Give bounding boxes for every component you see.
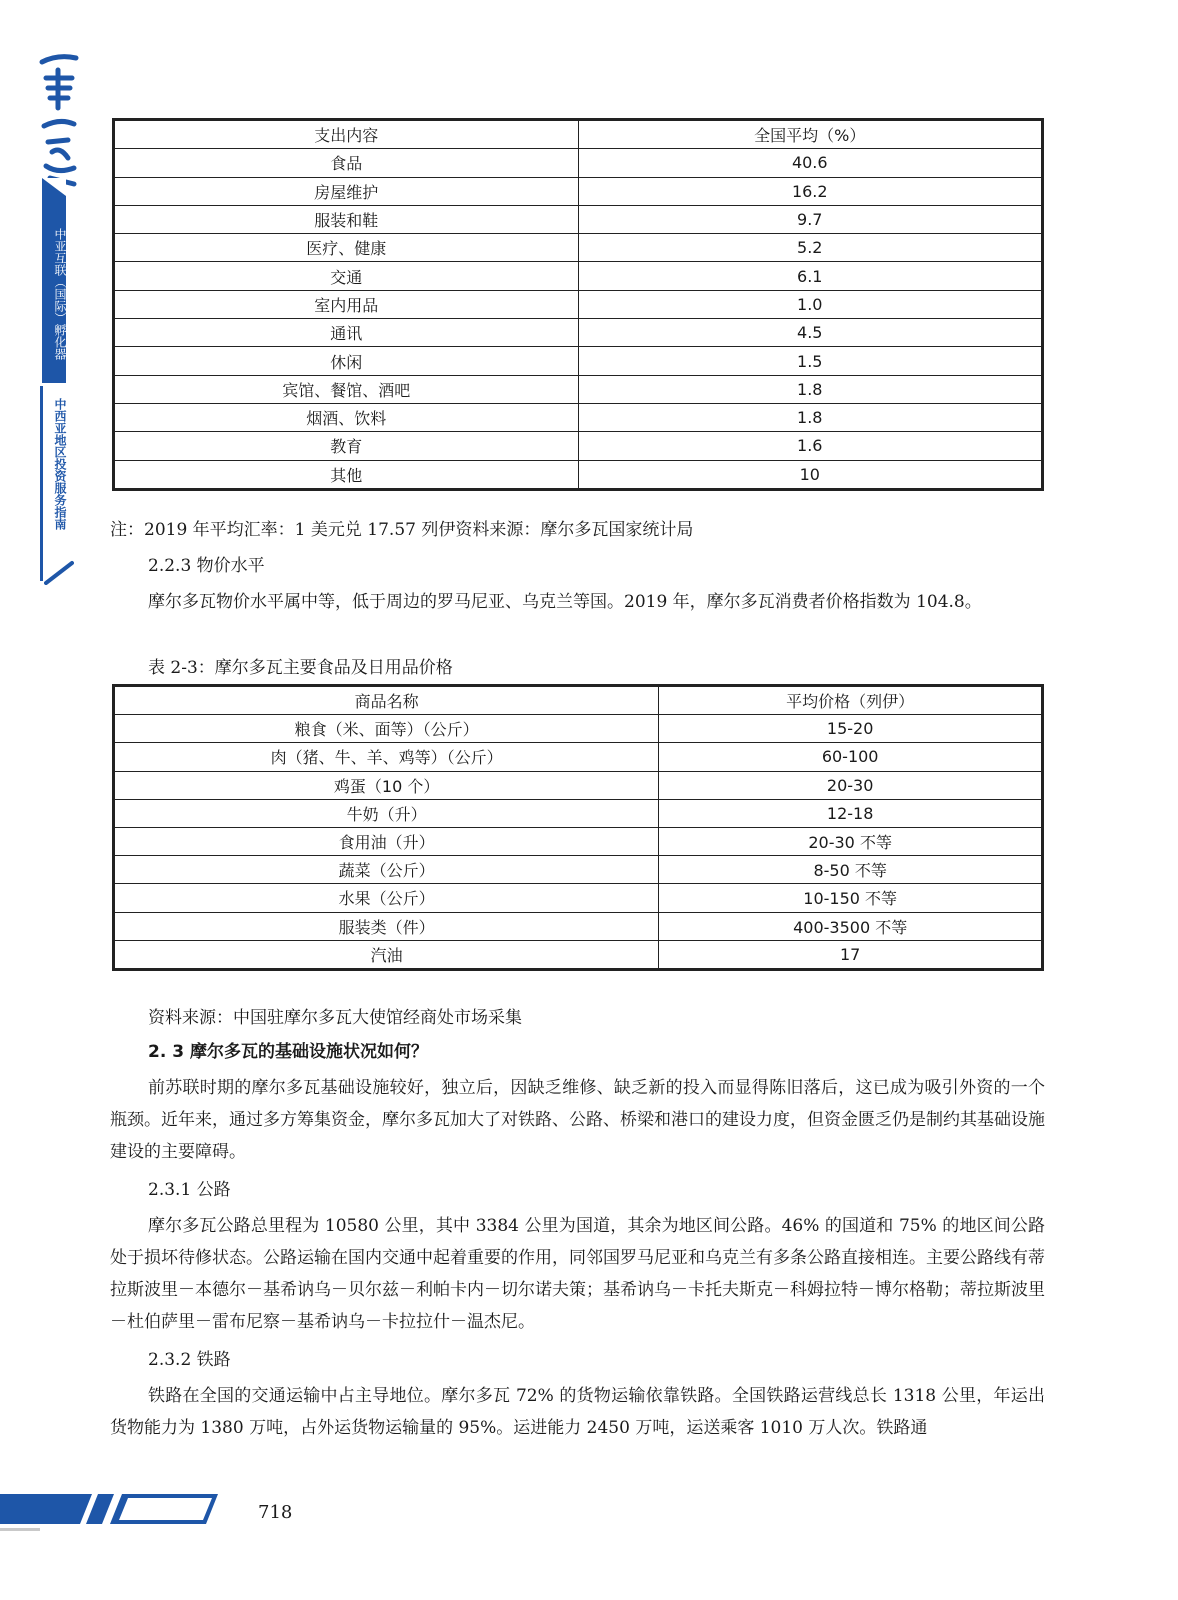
table-row	[114, 912, 1043, 940]
table-row	[114, 205, 1043, 233]
table-cell-value: 16.2	[578, 177, 1043, 205]
heading-2-3-2: 2.3.2 铁路	[148, 1350, 231, 1370]
table-header-row	[114, 686, 1043, 715]
table-cell-value: 1.5	[578, 347, 1043, 375]
table-cell-value: 60-100	[659, 743, 1043, 771]
sidebar-divider	[40, 386, 43, 581]
table-cell-item: 交通	[114, 262, 579, 290]
table-row	[114, 940, 1043, 969]
table-cell-item: 汽油	[114, 940, 659, 969]
table-cell-item: 医疗、健康	[114, 234, 579, 262]
table-cell-value: 10-150 不等	[659, 884, 1043, 912]
sidebar-decoration	[0, 0, 90, 1600]
table-cell-value: 1.6	[578, 432, 1043, 460]
table-header-row	[114, 120, 1043, 149]
table-cell-item: 水果（公斤）	[114, 884, 659, 912]
table-cell-item: 肉（猪、牛、羊、鸡等）（公斤）	[114, 743, 659, 771]
table-row	[114, 827, 1043, 855]
table-row	[114, 347, 1043, 375]
table-row	[114, 799, 1043, 827]
table2-caption: 表 2-3：摩尔多瓦主要食品及日用品价格	[148, 658, 453, 678]
table-cell-value: 12-18	[659, 799, 1043, 827]
table-cell-item: 食用油（升）	[114, 827, 659, 855]
table-cell-value: 15-20	[659, 715, 1043, 743]
table-cell-value: 6.1	[578, 262, 1043, 290]
table-row	[114, 375, 1043, 403]
sidebar-slash	[44, 545, 74, 585]
table-row	[114, 715, 1043, 743]
footer-stripes	[0, 1480, 230, 1540]
paragraph-2-3: 前苏联时期的摩尔多瓦基础设施较好，独立后，因缺乏维修、缺乏新的投入而显得陈旧落后，这已成为吸引外资的一个瓶颈。近年来，通过多方筹集资金，摩尔多瓦加大了对铁路、公路、桥梁和港口的建设力度，但资金匮乏仍是制约其基础设施建设的主要障碍。	[110, 1078, 1045, 1162]
table-cell-value: 5.2	[578, 234, 1043, 262]
table-cell-item: 粮食（米、面等）（公斤）	[114, 715, 659, 743]
table-cell-item: 通讯	[114, 319, 579, 347]
table-cell-value: 1.8	[578, 375, 1043, 403]
table-cell-item: 烟酒、饮料	[114, 403, 579, 431]
table-row	[114, 432, 1043, 460]
table-row	[114, 856, 1043, 884]
table-row	[114, 319, 1043, 347]
table-cell-item: 休闲	[114, 347, 579, 375]
table-cell-item: 室内用品	[114, 290, 579, 318]
table-cell-value: 20-30 不等	[659, 827, 1043, 855]
table-cell-value: 10	[578, 460, 1043, 489]
prices-table	[112, 684, 1044, 971]
paragraph-2-3-1: 摩尔多瓦公路总里程为 10580 公里，其中 3384 公里为国道，其余为地区间公路。46% 的国道和 75% 的地区间公路处于损坏待修状态。公路运输在国内交通中起着重要的作用，同邻国罗马尼亚和乌克兰有多条公路直接相连。主要公路线有蒂拉斯波里－本德尔－基希讷乌－贝尔兹－利帕卡内－切尔诺夫策；基希讷乌－卡托夫斯克－科姆拉特－博尔格勒；蒂拉斯波里－杜伯萨里－雷布尼察－基希讷乌－卡拉拉什－温杰尼。	[110, 1216, 1045, 1332]
table-header-cell: 商品名称	[114, 686, 659, 715]
table-cell-item: 房屋维护	[114, 177, 579, 205]
table-row	[114, 262, 1043, 290]
table-cell-item: 服装类（件）	[114, 912, 659, 940]
table-row	[114, 771, 1043, 799]
table-cell-value: 8-50 不等	[659, 856, 1043, 884]
table-cell-value: 20-30	[659, 771, 1043, 799]
table1-note: 注：2019 年平均汇率：1 美元兑 17.57 列伊资料来源：摩尔多瓦国家统计局	[110, 520, 694, 540]
table-header-cell: 全国平均（%）	[578, 120, 1043, 149]
table-cell-item: 鸡蛋（10 个）	[114, 771, 659, 799]
table-header-cell: 平均价格（列伊）	[659, 686, 1043, 715]
table-row	[114, 149, 1043, 177]
table-cell-value: 1.0	[578, 290, 1043, 318]
paragraph-2-3-2: 铁路在全国的交通运输中占主导地位。摩尔多瓦 72% 的货物运输依靠铁路。全国铁路运营线总长 1318 公里，年运出货物能力为 1380 万吨，占外运货物运输量的 95%。运进能力 2450 万吨，运送乘客 1010 万人次。铁路通	[110, 1386, 1045, 1438]
table-row	[114, 884, 1043, 912]
table-cell-item: 教育	[114, 432, 579, 460]
table-row	[114, 290, 1043, 318]
table-row	[114, 177, 1043, 205]
sidebar-band-title: 中亚互联（国际）孵化器	[42, 178, 66, 383]
sidebar-band-subtitle: 中西亚地区投资服务指南	[53, 398, 67, 530]
table-row	[114, 743, 1043, 771]
table-cell-value: 40.6	[578, 149, 1043, 177]
table-header-cell: 支出内容	[114, 120, 579, 149]
table-cell-item: 食品	[114, 149, 579, 177]
page-number: 718	[258, 1502, 293, 1523]
table-cell-value: 17	[659, 940, 1043, 969]
heading-2-3: 2. 3 摩尔多瓦的基础设施状况如何？	[148, 1042, 428, 1062]
belt-road-logo	[38, 48, 80, 188]
heading-2-3-1: 2.3.1 公路	[148, 1180, 231, 1200]
table-cell-item: 牛奶（升）	[114, 799, 659, 827]
table-cell-value: 9.7	[578, 205, 1043, 233]
heading-2-2-3: 2.2.3 物价水平	[148, 556, 265, 576]
table-cell-value: 1.8	[578, 403, 1043, 431]
table-row	[114, 403, 1043, 431]
table-cell-item: 服装和鞋	[114, 205, 579, 233]
table-row	[114, 234, 1043, 262]
expenditure-table	[112, 118, 1044, 491]
table-cell-value: 400-3500 不等	[659, 912, 1043, 940]
paragraph-2-2-3: 摩尔多瓦物价水平属中等，低于周边的罗马尼亚、乌克兰等国。2019 年，摩尔多瓦消费者价格指数为 104.8。	[148, 592, 982, 612]
table2-source: 资料来源：中国驻摩尔多瓦大使馆经商处市场采集	[148, 1008, 522, 1028]
table-cell-item: 蔬菜（公斤）	[114, 856, 659, 884]
table-cell-value: 4.5	[578, 319, 1043, 347]
table-cell-item: 宾馆、餐馆、酒吧	[114, 375, 579, 403]
table-cell-item: 其他	[114, 460, 579, 489]
table-row	[114, 460, 1043, 489]
